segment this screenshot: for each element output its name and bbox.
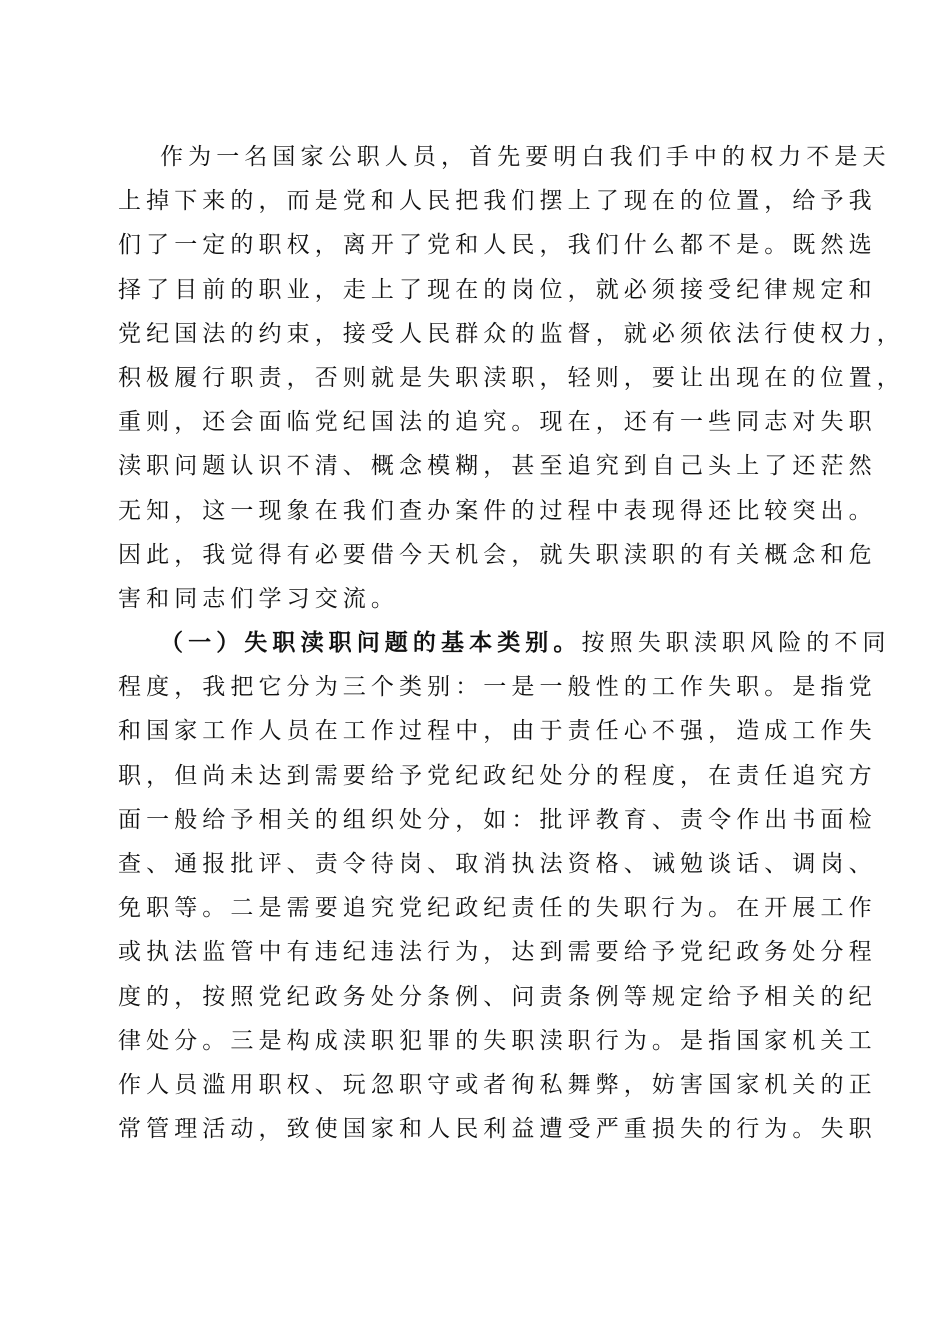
text-line: 作人员滥用职权、玩忽职守或者徇私舞弊，妨害国家机关的正	[118, 1071, 877, 1098]
text-line: 面一般给予相关的组织处分，如：批评教育、责令作出书面检	[118, 806, 877, 833]
text-line: 免职等。二是需要追究党纪政纪责任的失职行为。在开展工作	[118, 895, 877, 922]
text-line: 作为一名国家公职人员，首先要明白我们手中的权力不是天	[160, 144, 891, 170]
text-line: 党纪国法的约束，接受人民群众的监督，就必须依法行使权力，	[118, 320, 905, 347]
text-line: 择了目前的职业，走上了现在的岗位，就必须接受纪律规定和	[118, 276, 877, 303]
text-line: 们了一定的职权，离开了党和人民，我们什么都不是。既然选	[118, 232, 877, 259]
text-line: 律处分。三是构成渎职犯罪的失职渎职行为。是指国家机关工	[118, 1027, 877, 1054]
text-line: 无知，这一现象在我们查办案件的过程中表现得还比较突出。	[118, 497, 877, 524]
text-line: 度的，按照党纪政务处分条例、问责条例等规定给予相关的纪	[118, 983, 877, 1010]
heading-line-rest: 按照失职渎职风险的不同	[581, 630, 891, 657]
text-line: 或执法监管中有违纪违法行为，达到需要给予党纪政务处分程	[118, 939, 877, 966]
text-line: 查、通报批评、责令待岗、取消执法资格、诫勉谈话、调岗、	[118, 851, 877, 877]
text-line: 重则，还会面临党纪国法的追究。现在，还有一些同志对失职	[118, 409, 877, 436]
text-line: 常管理活动，致使国家和人民利益遭受严重损失的行为。失职	[118, 1116, 877, 1143]
section-heading: （一）失职渎职问题的基本类别。	[160, 629, 582, 657]
text-line: 上掉下来的，而是党和人民把我们摆上了现在的位置，给予我	[118, 188, 877, 215]
paragraph-intro	[118, 135, 905, 621]
text-line	[118, 621, 891, 665]
text-line: 职，但尚未达到需要给予党纪政纪处分的程度，在责任追究方	[118, 762, 877, 789]
text-line: 和国家工作人员在工作过程中，由于责任心不强，造成工作失	[118, 718, 877, 745]
paragraph-categories	[118, 621, 891, 1151]
text-line: 积极履行职责，否则就是失职渎职，轻则，要让出现在的位置，	[118, 364, 905, 391]
text-line: 害和同志们学习交流。	[118, 585, 399, 612]
text-line: 渎职问题认识不清、概念模糊，甚至追究到自己头上了还茫然	[118, 453, 877, 480]
text-line: 因此，我觉得有必要借今天机会，就失职渎职的有关概念和危	[118, 541, 877, 568]
text-line: 程度，我把它分为三个类别：一是一般性的工作失职。是指党	[118, 674, 877, 701]
document-page	[118, 135, 905, 1151]
